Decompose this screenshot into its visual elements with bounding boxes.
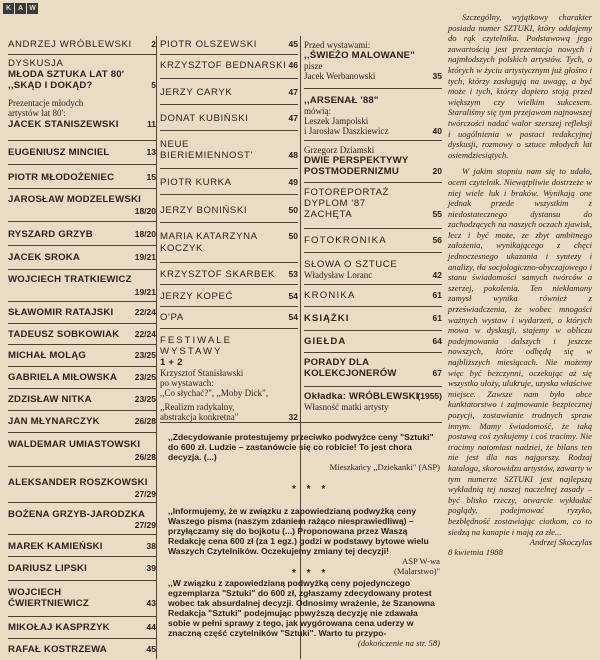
toc-entry[interactable]	[160, 262, 298, 285]
entry-page: 49	[288, 177, 298, 187]
separator-stars: * * *	[292, 484, 330, 495]
entry-title: O'PA	[160, 312, 184, 323]
toc-entry[interactable]	[8, 221, 156, 246]
entry-page: 5	[151, 80, 156, 90]
toc-entry[interactable]	[304, 252, 442, 285]
toc-entry[interactable]	[8, 466, 156, 503]
entry-page: 40	[432, 126, 442, 136]
toc-entry[interactable]	[8, 269, 156, 302]
entry-page: 53	[288, 269, 298, 279]
entry-page: 55	[432, 209, 442, 219]
toc-entry[interactable]	[8, 616, 156, 639]
entry-title: MARIA KATARZYNA	[160, 231, 258, 242]
entry-title: DONAT KUBIŃSKI	[160, 113, 249, 124]
entry-title: KRZYSZTOF SKARBEK	[160, 269, 276, 280]
entry-title: EUGENIUSZ MINCIEL	[8, 147, 110, 158]
entry-subtitle: Leszek Jampolski	[304, 116, 369, 126]
quote-signature: Mieszkańcy ,,Dziekanki" (ASP)	[329, 462, 440, 472]
toc-entry[interactable]	[304, 88, 442, 137]
entry-title: WOJCIECH	[8, 587, 62, 598]
toc-entry[interactable]	[304, 330, 442, 353]
entry-title: MŁODA SZTUKA LAT 80'	[8, 69, 125, 80]
toc-entry[interactable]	[160, 104, 298, 131]
entry-title: PORADY DLA	[304, 357, 370, 368]
toc-entry[interactable]	[304, 182, 442, 229]
toc-entry[interactable]	[160, 54, 298, 79]
entry-page: 23/25	[134, 372, 156, 382]
toc-entry[interactable]	[304, 228, 442, 253]
entry-page: 15	[146, 172, 156, 182]
entry-subtitle: po wystawach:	[160, 378, 214, 388]
toc-entry[interactable]	[160, 78, 298, 105]
editorial-paragraph: W jakim stopniu nam się to udało, oceni czytelnik. Niewątpliwie dostrzeże w niej wiele luk i braków. Wynikają one jednak przede wszystkim z niedostatecznego dystansu do zachodzących na naszych oczach zjawisk, lecz i być może, ze zbyt ambitnego założenia, wynikającego z chęci jednoczesnego ukazania i syntezy i analizy, tła socjologiczno-obyczajowego i stanu świadomości samych twórców a szerzej, pokolenia. Ten niekłamany zamysł wynika również z przeświadczenia, że wobec mnogości ważnych wystaw i wydarzeń, o których mowa w dyskusji, stajemy w obliczu podejmowania dalszych i jeszcze nowszych, które odbędą się w najbliższych miesiącach. Nie możemy więc być bezczynni, oczekując aż się wszystko ułoży, ulukruje, uzyska właściwe miejsce. Zawsze nam było obce kunktatorstwo i zajmowanie bezpiecznej pozycji, zostawianie trudnych spraw innym. Mamy świadomość, że taką postawą coś zyskujemy i coś tracimy. Nie tracimy natomiast nadziei, że bilans ten nie jest dla nas najgorszy. Rodzaj katalogu, skorowidzu artystów, zawarty w tym numerze SZTUKI jest najlepszą wykładnią tej naszej naczelnej zasady – być blisko rzeczy, otwarcie wykładać poglądy, podejmować ryzyko, bezbłędność zostawiając ciotkom, co to siedzą na kanapie i mają za złe...	[448, 166, 592, 537]
entry-title: DYSKUSJA	[8, 58, 64, 69]
toc-entry[interactable]	[8, 388, 156, 411]
entry-title: MIKOŁAJ KASPRZYK	[8, 622, 110, 633]
entry-title: ZACHĘTA	[304, 209, 353, 220]
toc-entry[interactable]	[8, 54, 156, 93]
quote-signature: (Malarstwo)"	[394, 566, 440, 576]
entry-subtitle: Przed wystawami:	[304, 40, 371, 50]
entry-title: ZDZISŁAW NITKA	[8, 394, 92, 405]
toc-entry[interactable]	[8, 432, 156, 467]
toc-entry[interactable]	[304, 36, 442, 82]
toc-entry[interactable]	[304, 284, 442, 307]
entry-title: PIOTR KURKA	[160, 177, 232, 188]
entry-title: BOŻENA GRZYB-JARODZKA	[8, 509, 146, 520]
entry-subtitle: artystów lat 80':	[8, 108, 66, 118]
entry-page: 13	[146, 147, 156, 157]
entry-title: DWIE PERSPEKTYWY	[304, 155, 409, 166]
toc-entry[interactable]	[160, 328, 298, 423]
toc-entry[interactable]	[304, 306, 442, 331]
entry-page: 61	[432, 290, 442, 300]
entry-title: MICHAŁ MOLĄG	[8, 350, 87, 361]
entry-title: KRONIKA	[304, 290, 356, 301]
logo-letter: A	[15, 3, 26, 14]
entry-page: 19/21	[134, 287, 156, 297]
entry-page: 50	[288, 205, 298, 215]
entry-subtitle: Władysław Loranc	[304, 270, 373, 280]
quote-3	[168, 578, 440, 648]
entry-title: PIOTR OLSZEWSKI	[160, 39, 257, 50]
entry-page: 23/25	[134, 350, 156, 360]
toc-entry[interactable]	[160, 306, 298, 329]
toc-entry[interactable]	[304, 352, 442, 387]
toc-entry[interactable]	[304, 386, 442, 417]
toc-entry[interactable]	[8, 638, 156, 660]
entry-title: JACEK SROKA	[8, 252, 81, 263]
toc-entry[interactable]	[8, 344, 156, 367]
magazine-logo	[3, 3, 39, 14]
entry-page: 50	[288, 231, 298, 241]
entry-page: (1955)	[417, 391, 442, 401]
toc-entry[interactable]	[160, 222, 298, 263]
entry-subtitle: abstrakcja konkretna"	[160, 412, 239, 422]
quote-text: ,,Zdecydowanie protestujemy przeciwko podwyżce ceny "Sztuki" do 600 zł. Ludzie – zastanówcie się co robicie! To jest chora decyzja. (...)	[168, 432, 434, 462]
entry-title: ,,SKĄD I DOKĄD?	[8, 80, 93, 91]
editorial-author: Andrzej Skoczylas	[529, 537, 592, 548]
entry-page: 38	[146, 541, 156, 551]
separator-stars: * * *	[292, 568, 330, 579]
entry-title: RYSZARD GRZYB	[8, 229, 93, 240]
quote-text: ,,Informujemy, że w związku z zapowiedzianą podwyżką ceny Waszego pisma (naszym zdaniem rażąco niesprawiedliwą) – przyłączamy się do bojkotu (...) Proponowana przez Waszą Redakcję cena 600 zł (za 1 egz.) godzi w podstawy bytowe wielu Waszych Czytelników. Oczekujemy zmiany tej decyzji!	[168, 506, 429, 556]
logo-letter: K	[3, 3, 14, 14]
entry-title: GIEŁDA	[304, 336, 347, 347]
entry-page: 22/24	[134, 329, 156, 339]
toc-entry[interactable]	[8, 301, 156, 324]
toc-entry[interactable]	[8, 140, 156, 165]
entry-page: 67	[432, 368, 442, 378]
entry-page: 2	[151, 39, 156, 49]
entry-title: KOCZYK	[160, 243, 204, 254]
toc-entry[interactable]	[160, 168, 298, 195]
entry-title: POSTMODERNIZMU	[304, 166, 400, 177]
entry-title: JERZY BONIŃSKI	[160, 205, 248, 216]
entry-page: 11	[147, 119, 156, 129]
toc-entry[interactable]	[304, 140, 442, 183]
entry-title: WYSTAWY	[160, 346, 223, 357]
entry-page: 46	[288, 60, 298, 70]
entry-subtitle: mówią:	[304, 106, 331, 116]
entry-subtitle: ,,Co słychać?", ,,Moby Dick",	[160, 388, 269, 398]
editorial-paragraph: Szczególny, wyjątkowy charakter posiada numer SZTUKI, który oddajemy do rąk czytelnika. Podstawową jego zawartością jest prezentacja nowych i najmłodszych polskich artystów. Tych, o których w życiu artystycznym już głośno i tych, którzy zasługują na uwagę, a być może i tych, którzy dopiero stoją przed większym czy wielkim sukcesem. Staraliśmy się tym przejawom najnowszej twórczości nadać walor szerszej refleksji i uogólnienia w postaci redakcyjnej dyskusji, rozmowy o sztuce młodych lat osiemdziesiątych.	[448, 12, 592, 160]
entry-page: 48	[288, 150, 298, 160]
editorial-date: 8 kwietnia 1988	[448, 547, 503, 558]
toc-entry[interactable]	[8, 36, 156, 52]
entry-page: 35	[432, 71, 442, 81]
entry-page: 45	[146, 644, 156, 654]
entry-subtitle: Krzysztof Stanisławski	[160, 368, 244, 378]
entry-title: WOJCIECH TRATKIEWICZ	[8, 274, 132, 285]
toc-entry[interactable]	[8, 502, 156, 535]
toc-entry[interactable]	[8, 323, 156, 345]
entry-page: 45	[288, 39, 298, 49]
entry-title: ,,ARSENAŁ '88"	[304, 95, 379, 106]
entry-title: RAFAŁ KOSTRZEWA	[8, 644, 107, 655]
entry-page: 26/28	[134, 452, 156, 462]
entry-page: 20	[432, 166, 442, 176]
entry-title: FESTIWALE	[160, 335, 233, 346]
entry-title: KRZYSZTOF BEDNARSKI	[160, 60, 287, 71]
entry-subtitle: Grzegorz Dziamski	[304, 145, 375, 155]
toc-entry[interactable]	[160, 284, 298, 307]
entry-page: 56	[432, 235, 442, 245]
entry-title: SŁAWOMIR RATAJSKI	[8, 307, 114, 318]
quote-1	[168, 432, 440, 472]
entry-title: NEUE	[160, 139, 190, 150]
divider	[160, 422, 442, 423]
toc-entry[interactable]	[8, 96, 156, 136]
entry-subtitle: Prezentacje młodych	[8, 98, 84, 108]
logo-letter: W	[27, 3, 38, 14]
column-divider	[156, 36, 157, 659]
entry-title: GABRIELA MIŁOWSKA	[8, 372, 118, 383]
entry-page: 19/21	[134, 252, 156, 262]
entry-page: 54	[288, 312, 298, 322]
entry-subtitle: ,,Realizm radykalny,	[160, 402, 235, 412]
entry-title: JAROSŁAW MODZELEWSKI	[8, 194, 141, 205]
entry-page: 32	[288, 412, 298, 422]
entry-page: 23/25	[134, 394, 156, 404]
entry-page: 54	[288, 291, 298, 301]
toc-entry[interactable]	[160, 36, 298, 52]
entry-title: JAN MŁYNARCZYK	[8, 416, 100, 427]
entry-title: FOTOREPORTAŻ	[304, 187, 390, 198]
entry-title: BIERIEMIENNOST'	[160, 150, 253, 161]
entry-title: PIOTR MŁODOŻENIEC	[8, 172, 115, 183]
toc-entry[interactable]	[8, 556, 156, 581]
entry-title: FOTOKRONIKA	[304, 235, 387, 246]
entry-page: 43	[146, 598, 156, 608]
entry-page: 47	[288, 87, 298, 97]
entry-page: 27/29	[134, 520, 156, 530]
entry-subtitle: Własność matki artysty	[304, 402, 389, 412]
editorial-column	[448, 12, 592, 557]
entry-title: KOLEKCJONERÓW	[304, 368, 397, 379]
entry-title: DYPLOM '87	[304, 198, 366, 209]
toc-entry[interactable]	[8, 366, 156, 389]
quote-signature: ASP W-wa	[402, 556, 440, 566]
toc-entry[interactable]	[8, 534, 156, 557]
quote-2	[168, 506, 440, 576]
entry-title: ANDRZEJ WRÓBLEWSKI	[8, 39, 132, 50]
toc-entry[interactable]	[8, 245, 156, 270]
entry-title: ĆWIERTNIEWICZ	[8, 598, 89, 609]
entry-page: 27/29	[134, 489, 156, 499]
entry-page: 44	[146, 622, 156, 632]
toc-entry[interactable]	[8, 188, 156, 222]
entry-title: SŁOWA O SZTUCE	[304, 259, 398, 270]
entry-title: WALDEMAR UMIASTOWSKI	[8, 439, 141, 450]
entry-title: 1 + 2	[160, 357, 183, 368]
toc-entry[interactable]	[8, 410, 156, 433]
toc-entry[interactable]	[8, 580, 156, 617]
toc-entry[interactable]	[160, 194, 298, 223]
entry-page: 39	[146, 563, 156, 573]
entry-title: JACEK STANISZEWSKI	[8, 119, 119, 130]
entry-title: JERZY KOPEĆ	[160, 291, 234, 302]
entry-subtitle: Jacek Werbanowski	[304, 71, 376, 81]
entry-title: ALEKSANDER ROSZKOWSKI	[8, 477, 148, 488]
toc-entry[interactable]	[8, 164, 156, 189]
entry-page: 47	[288, 113, 298, 123]
entry-page: 22/24	[134, 307, 156, 317]
entry-title: MAREK KAMIEŃSKI	[8, 541, 103, 552]
entry-subtitle: pisze	[304, 61, 323, 71]
entry-page: 61	[432, 313, 442, 323]
quote-text: ,,W związku z zapowiedzianą podwyżką ceny pojedynczego egzemplarza "Sztuki" do 600 zł, zgłaszamy zdecydowany protest wobec tak absurdalnej decyzji. Odnosimy wrażenie, że Szanowna Redakcja "Sztuki" podejmując powyższą decyzję nie zdawała sobie w pełni sprawy z tego, jak wygórowana cena uderzy w znaczną część czytelników "Sztuki". Warto tu przypo-	[168, 578, 435, 638]
entry-page: 18/20	[134, 206, 156, 216]
continuation-note: (dokończenie na str. 58)	[357, 638, 440, 648]
entry-title: DARIUSZ LIPSKI	[8, 563, 88, 574]
entry-title: JERZY CARYK	[160, 87, 233, 98]
toc-entry[interactable]	[160, 130, 298, 169]
entry-title: TADEUSZ SOBKOWIAK	[8, 329, 120, 340]
entry-page: 64	[432, 336, 442, 346]
entry-title: ,,ŚWIEŻO MALOWANE"	[304, 50, 416, 61]
entry-page: 18/20	[134, 229, 156, 239]
entry-subtitle: i Jarosław Daszkiewicz	[304, 126, 389, 136]
entry-title: Okładka: WRÓBLEWSKI	[304, 391, 419, 402]
entry-page: 42	[432, 270, 442, 280]
entry-page: 26/28	[134, 416, 156, 426]
entry-title: KSIĄŻKI	[304, 313, 350, 324]
